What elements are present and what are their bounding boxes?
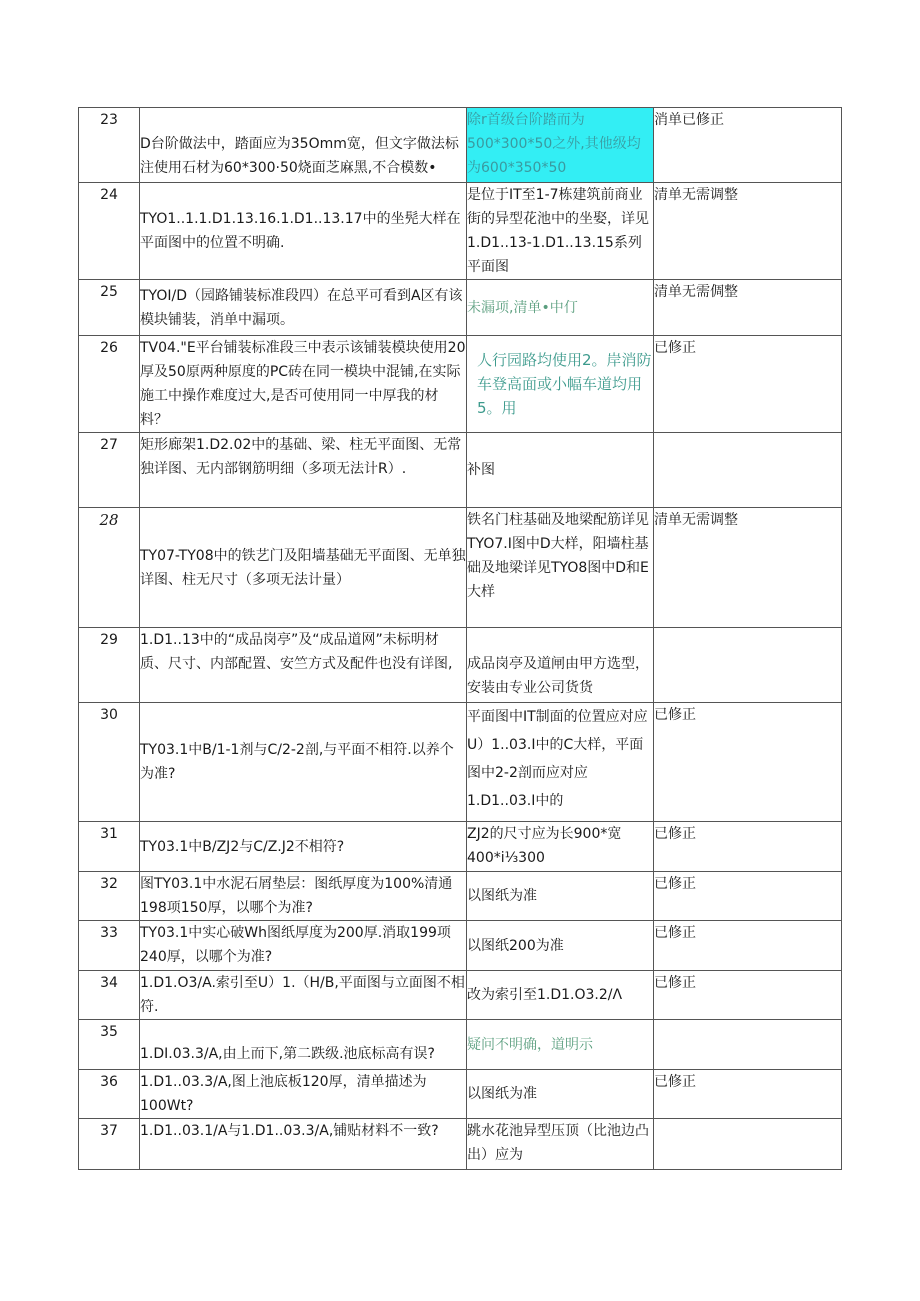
issue-text: 1.D1..03.1/A与1.D1..03.3/A,铺贴材料不一致? — [140, 1123, 439, 1139]
issue-text: TY03.1中B/ZJ2与C/Z.J2不相符? — [140, 838, 345, 855]
review-table — [78, 107, 842, 1170]
row-number: 33 — [79, 921, 140, 971]
row-number: 35 — [79, 1020, 140, 1070]
issue-cell — [140, 628, 467, 703]
row-number: 29 — [79, 628, 140, 703]
status-cell: 已修正 — [654, 1070, 842, 1119]
row-number: 36 — [79, 1070, 140, 1119]
reply-text: 以图纸为准 — [467, 1086, 537, 1102]
table-row — [79, 108, 842, 183]
reply-text: 平面图中IT制面的位置应对应U）1..03.I中的C大样，平面图中2-2剖而应对应1.D1..03.I中的 — [467, 709, 648, 809]
status-cell: 清单无需调整 — [654, 508, 842, 628]
issue-text: 图TY03.1中水泥石屑垫层：图纸厚度为100%清通198项150厚，以哪个为准? — [140, 876, 453, 916]
reply-text: 以图纸为准 — [467, 888, 537, 904]
issue-text: D台阶做法中，踏面应为35Omm宽，但文字做法标注使用石材为60*300·50烧面芝麻黑,不合模数• — [140, 136, 459, 176]
status-cell: 消单已修正 — [654, 108, 842, 183]
table-row — [79, 280, 842, 336]
issue-text: TY07-TY08中的铁艺门及阳墙基础无平面图、无单独详图、柱无尺寸（多项无法计量） — [140, 547, 466, 588]
issue-cell — [140, 183, 467, 280]
status-cell — [654, 1020, 842, 1070]
reply-text: 补图 — [467, 462, 495, 478]
issue-cell — [140, 822, 467, 872]
reply-cell — [467, 336, 654, 433]
table-row — [79, 336, 842, 433]
reply-cell — [467, 1119, 654, 1170]
issue-text: 1.D1.O3/A.索引至U）1.（H/B,平面图与立面图不相符. — [140, 975, 465, 1015]
row-number: 32 — [79, 872, 140, 921]
table-row — [79, 971, 842, 1020]
status-cell: 已修正 — [654, 921, 842, 971]
issue-cell — [140, 280, 467, 336]
reply-cell — [467, 183, 654, 280]
reply-text: 是位于IT至1-7栋建筑前商业街的异型花池中的坐娶，详见1.D1..13-1.D1..13.15系列平面图 — [467, 187, 649, 275]
reply-cell — [467, 433, 654, 508]
status-cell: 已修正 — [654, 872, 842, 921]
status-cell: 清单无需调整 — [654, 183, 842, 280]
issue-text: 1.D1..13中的“成品岗亭”及“成品道网”未标明材质、尺寸、内部配置、安竺方式及配件也没有详图, — [140, 632, 453, 672]
reply-text: 铁名门柱基础及地梁配筋详见TYO7.I图中D大样，阳墙柱基础及地梁详见TYO8图中D和E大样 — [467, 512, 649, 600]
reply-cell — [467, 280, 654, 336]
row-number: 26 — [79, 336, 140, 433]
issue-text: 1.D1..03.3/A,图上池底板120厚，清单描述为100Wt? — [140, 1074, 427, 1114]
row-number: 27 — [79, 433, 140, 508]
table-row — [79, 433, 842, 508]
table-row — [79, 921, 842, 971]
issue-text: TYO1..1.1.D1.13.16.1.D1..13.17中的坐髡大样在平面图中的位置不明确. — [140, 211, 461, 251]
row-number: 30 — [79, 703, 140, 822]
status-cell: 已修正 — [654, 971, 842, 1020]
table-row — [79, 1070, 842, 1119]
table-row — [79, 703, 842, 822]
row-number: 34 — [79, 971, 140, 1020]
issue-cell — [140, 508, 467, 628]
table-row — [79, 1119, 842, 1170]
row-number: 28 — [79, 508, 140, 628]
table-row — [79, 628, 842, 703]
status-cell — [654, 1119, 842, 1170]
reply-text: 改为索引至1.D1.O3.2/Λ — [467, 987, 623, 1003]
issue-text: TYOI/D（园路铺装标准段四）在总平可看到A区有该模块铺装，消单中漏项。 — [140, 287, 463, 328]
issue-text: TV04."E平台铺装标准段三中表示该铺装模块使用20厚及50原两种原度的PC砖在同一模块中混铺,在实际施工中操作难度过大,是否可使用同一中厚我的材料？ — [140, 340, 466, 428]
issue-cell — [140, 703, 467, 822]
reply-cell — [467, 822, 654, 872]
issue-cell — [140, 971, 467, 1020]
table-row — [79, 1020, 842, 1070]
issue-cell — [140, 872, 467, 921]
issue-cell — [140, 336, 467, 433]
issue-cell — [140, 1070, 467, 1119]
reply-text: 以图纸200为准 — [467, 937, 564, 954]
issue-text: 矩形廊架1.D2.02中的基础、梁、柱无平面图、无常独详图、无内部钢筋明细（多项无法计R）. — [140, 437, 462, 477]
issue-text: TY03.1中实心破Wh图纸厚度为200厚.消取199项240厚，以哪个为准? — [140, 925, 451, 965]
issue-text: TY03.1中B/1-1剂与C/2-2剖,与平面不相符.以养个为准? — [140, 742, 454, 782]
row-number: 25 — [79, 280, 140, 336]
reply-cell — [467, 1070, 654, 1119]
reply-text: 成品岗亭及道闸由甲方选型，安装由专业公司货货 — [467, 656, 649, 696]
status-cell: 已修正 — [654, 822, 842, 872]
status-cell: 已修正 — [654, 336, 842, 433]
issue-cell — [140, 108, 467, 183]
issue-cell — [140, 1020, 467, 1070]
row-number: 23 — [79, 108, 140, 183]
table-row — [79, 822, 842, 872]
issue-cell — [140, 1119, 467, 1170]
reply-cell — [467, 872, 654, 921]
issue-text: 1.DI.03.3/A,由上而下,第二跌级.池底标高有误? — [140, 1046, 435, 1062]
issue-cell — [140, 921, 467, 971]
reply-cell — [467, 703, 654, 822]
reply-cell — [467, 508, 654, 628]
reply-cell — [467, 921, 654, 971]
status-cell — [654, 433, 842, 508]
row-number: 31 — [79, 822, 140, 872]
status-cell: 已修正 — [654, 703, 842, 822]
reply-text: 除r首级台阶踏而为500*300*50之外,其他级均为600*350*50 — [467, 112, 641, 176]
reply-cell — [467, 628, 654, 703]
row-number: 37 — [79, 1119, 140, 1170]
row-number: 24 — [79, 183, 140, 280]
reply-cell-highlighted — [467, 108, 654, 183]
table-row — [79, 508, 842, 628]
issue-cell — [140, 433, 467, 508]
reply-text: ZJ2的尺寸应为长900*宽400*i⅓300 — [467, 826, 622, 866]
reply-text: 跳水花池异型压顶（比池边凸出）应为 — [467, 1123, 649, 1163]
status-cell: 清单无需倜整 — [654, 280, 842, 336]
reply-cell — [467, 1020, 654, 1070]
table-row — [79, 872, 842, 921]
reply-text: 人行园路均使用2。岸消防车登高面或小幅车道均用5。用 — [477, 351, 652, 417]
status-cell — [654, 628, 842, 703]
table-row — [79, 183, 842, 280]
reply-text: 疑问不明确，道明示 — [467, 1036, 593, 1053]
reply-text: 未漏项,清单•中仃 — [467, 299, 578, 316]
reply-cell — [467, 971, 654, 1020]
